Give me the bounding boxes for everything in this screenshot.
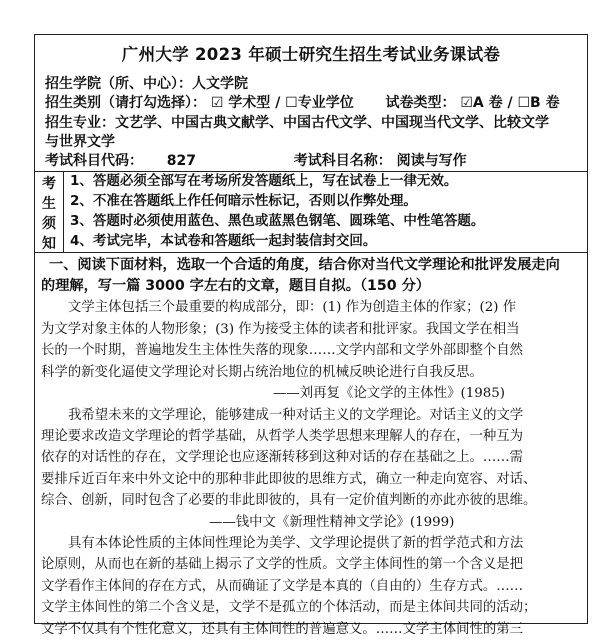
subject-label: 考试科目名称： xyxy=(293,153,392,170)
subject-value: 阅读与写作 xyxy=(396,153,467,170)
passage-1-source: ——刘再复《论文学的主体性》(1985) xyxy=(273,386,505,402)
passage-line: 文学主体间性的第二个含义是，文学不是孤立的个体活动，而是主体间共同的活动； xyxy=(41,600,537,616)
notice-rules xyxy=(64,172,484,252)
passage-line: 依存的对话性的存在，文学理论也应逐渐转移到这种对话的存在基础之上。……需 xyxy=(41,450,524,466)
notice-char: 须 xyxy=(42,216,56,233)
notice-rule: 3、答题时必须使用蓝色、黑色或蓝黑色钢笔、圆珠笔、中性笔答题。 xyxy=(70,213,485,230)
notice-rule: 4、考试完毕，本试卷和答题纸一起封装信封交回。 xyxy=(70,232,377,249)
passage-1 xyxy=(41,297,581,383)
passage-line: 长的一个时期，普遍地发生主体性失落的现象……文学内部和文学外部即整个自然 xyxy=(41,343,524,359)
question-line: 的理解，写一篇 3000 字左右的文章，题目自拟。（150 分） xyxy=(41,278,430,295)
passage-line: 具有本体论性质的主体间性理论为美学、文学理论提供了新的哲学范式和方法 xyxy=(68,535,524,551)
notice-side-label xyxy=(35,172,64,252)
passage-line: 文学不仅具有个性化意义，还具有主体间性的普遍意义。……文学主体间性的第三 xyxy=(41,621,524,637)
notice-char: 考 xyxy=(42,176,56,193)
passage-line: 文学主体包括三个最重要的构成部分，即：(1) 作为创造主体的作家；(2) 作 xyxy=(68,300,517,316)
notice-char: 知 xyxy=(42,236,56,253)
candidate-notice xyxy=(35,171,587,252)
passage-line: 我希望未来的文学理论，能够建成一种对话主义的文学理论。对话主义的文学 xyxy=(68,407,524,423)
question-body xyxy=(35,252,587,640)
code-row xyxy=(45,152,587,171)
passage-2-source: ——钱中文《新理性精神文学论》(1999) xyxy=(209,514,455,530)
passage-line: 科学的新变化逼使文学理论对长期占统治地位的机械反映论进行自我反思。 xyxy=(41,364,483,380)
question-line: 一、阅读下面材料，选取一个合适的角度，结合你对当代文学理论和批评发展走向 xyxy=(49,257,560,274)
category-row xyxy=(45,94,587,113)
paper-b-checkbox: / ☐B 卷 xyxy=(507,95,560,112)
passage-line: 理论要求改造文学理论的哲学基础，从哲学人类学思想来理解人的存在，一种互为 xyxy=(41,428,524,444)
code-value: 827 xyxy=(166,153,196,170)
major-row-1: 招生专业：文艺学、中国古典文献学、中国古代文学、中国现当代文学、比较文学 xyxy=(45,114,549,131)
school-row: 招生学院（所、中心）：人文学院 xyxy=(45,76,248,92)
passage-line: 论原则，从而也在新的基础上揭示了文学的性质。文学主体间性的第一个含义是把 xyxy=(41,557,524,573)
major-row-2: 与世界文学 xyxy=(45,133,115,150)
passage-3 xyxy=(41,533,581,640)
paper-type-label: 试卷类型： xyxy=(385,95,456,112)
notice-rule: 1、答题必须全部写在考场所发答题纸上，写在试卷上一律无效。 xyxy=(70,173,458,190)
exam-paper xyxy=(34,34,588,637)
question-prompt xyxy=(41,255,581,297)
passage-line: 为文学对象主体的人物形象；(3) 作为接受主体的读者和批评家。我国文学在相当 xyxy=(41,321,520,337)
passage-line: 文学看作主体间的存在方式，从而确证了文学是本真的（自由的）生存方式。…… xyxy=(41,578,524,594)
exam-info xyxy=(35,75,587,171)
category-professional-checkbox: / ☐专业学位 xyxy=(275,95,354,112)
passage-line: 要排斥近百年来中外文论中的那种非此即彼的思维方式，确立一种走向宽容、对话、 xyxy=(41,471,537,487)
notice-rule: 2、不准在答题纸上作任何暗示性标记，否则以作弊处理。 xyxy=(70,193,417,210)
notice-char: 生 xyxy=(42,196,56,213)
paper-a-checkbox: ☑A 卷 xyxy=(460,95,503,112)
code-label: 考试科目代码： xyxy=(45,153,143,170)
passage-2 xyxy=(41,405,581,512)
category-academic-checkbox: ☑ 学术型 xyxy=(210,95,271,112)
category-label: 招生类别（请打勾选择）： xyxy=(45,95,206,112)
exam-title: 广州大学 2023 年硕士研究生招生考试业务课试卷 xyxy=(121,45,501,64)
passage-line: 综合、创新，同时包含了必要的非此即彼的，具有一定价值判断的亦此亦彼的思维。 xyxy=(41,493,537,509)
